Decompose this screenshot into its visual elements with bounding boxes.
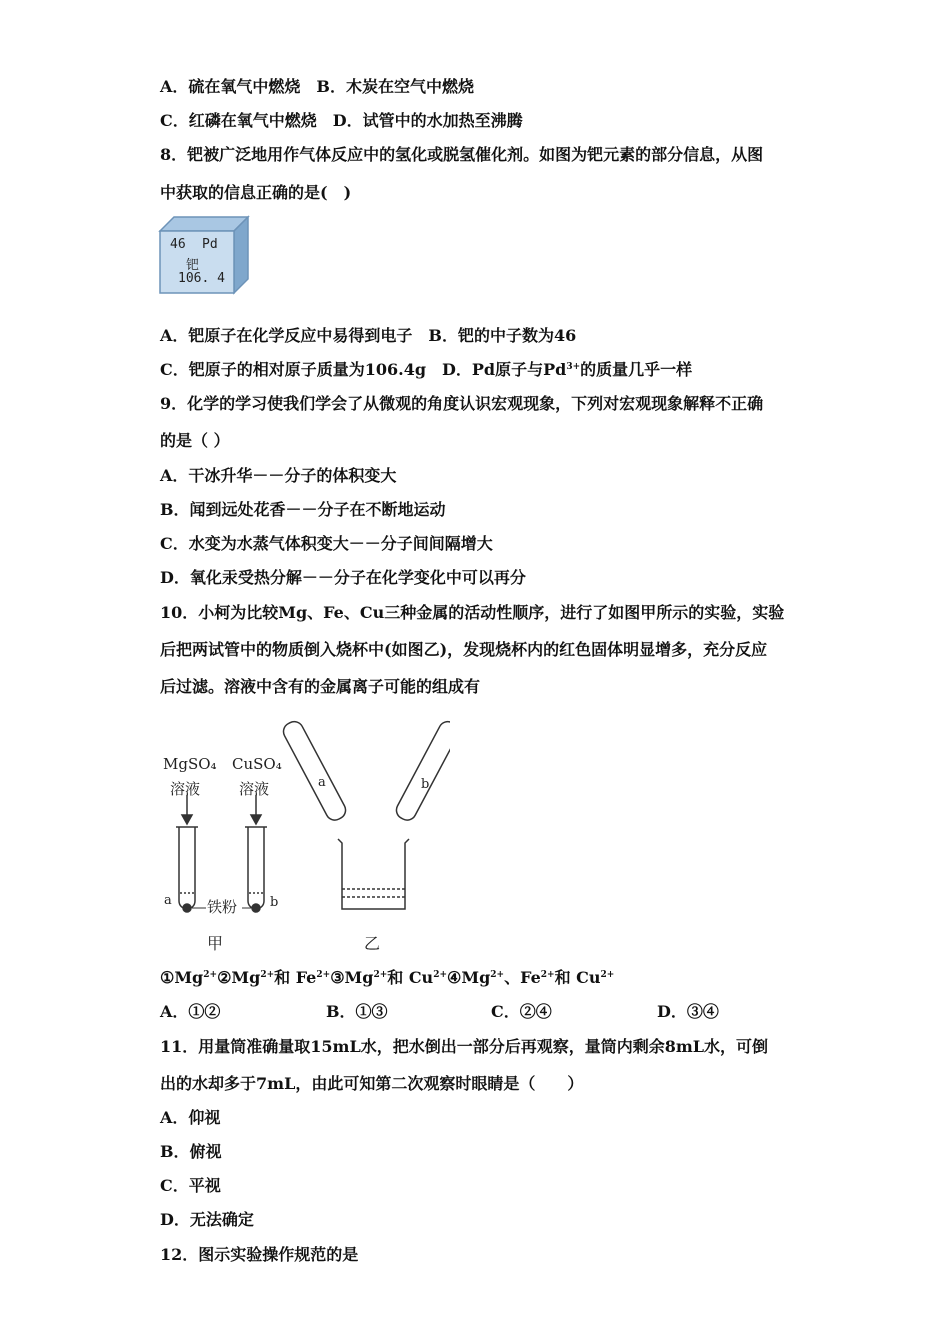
q9-option-d: D．氧化汞受热分解－－分子在化学变化中可以再分	[160, 568, 526, 587]
q11-option-a: A．仰视	[160, 1108, 221, 1127]
tilted-tube-b	[393, 718, 450, 823]
q11-option-d: D．无法确定	[160, 1210, 254, 1229]
label-cuso4: CuSO₄	[232, 755, 282, 773]
q10-option-c: C．②④	[491, 1002, 552, 1021]
q12-stem: 12．图示实验操作规范的是	[160, 1245, 359, 1264]
label-mgso4-solution: 溶液	[170, 780, 201, 798]
experiment-diagram	[150, 705, 450, 955]
arrow-cuso4	[251, 795, 261, 824]
label-iron-powder: 铁粉	[207, 898, 238, 916]
element-name: 钯	[186, 258, 200, 273]
label-tilted-tube-b: b	[421, 777, 430, 792]
element-atomic-mass: 106. 4	[178, 271, 225, 286]
q8-options-line2: C．钯原子的相对原子质量为106.4g D．Pd原子与$Pd^{3+}$的质量几乎一样	[160, 360, 693, 379]
beaker	[338, 839, 409, 909]
q9-option-c: C．水变为水蒸气体积变大－－分子间间隔增大	[160, 534, 493, 553]
arrow-mgso4	[182, 795, 192, 824]
q10-experiment-figure	[150, 705, 450, 959]
q7-options-line2: C．红磷在氧气中燃烧 D．试管中的水加热至沸腾	[160, 111, 523, 130]
tilted-tube-a	[280, 718, 348, 823]
q10-ion-options: $①Mg^{2+}②Mg^{2+}$和 $Fe^{2+}③Mg^{2+}$和 $Cu^{2+}④Mg^{2+}$、$Fe^{2+}$和 $Cu^{2+}$	[160, 968, 615, 987]
label-cuso4-solution: 溶液	[239, 780, 270, 798]
label-figure-jia: 甲	[207, 934, 224, 953]
q10-option-b: B．①③	[326, 1002, 388, 1021]
q10-option-a: A．①②	[160, 1002, 221, 1021]
q10-stem-line3: 后过滤。溶液中含有的金属离子可能的组成有	[160, 677, 481, 696]
q10-stem-line1: 10．小柯为比较Mg、Fe、Cu三种金属的活动性顺序，进行了如图甲所示的实验，实验	[160, 603, 785, 622]
q9-option-b: B．闻到远处花香－－分子在不断地运动	[160, 500, 446, 519]
element-atomic-number: 46	[170, 237, 186, 252]
label-tube-a: a	[164, 893, 172, 908]
test-tube-b	[245, 827, 267, 912]
q10-option-d: D．③④	[657, 1002, 719, 1021]
label-tube-b: b	[270, 895, 279, 910]
label-figure-yi: 乙	[364, 934, 381, 953]
q9-stem-line2: 的是（ ）	[160, 431, 230, 450]
q8-stem-line1: 8．钯被广泛地用作气体反应中的氢化或脱氢催化剂。如图为钯元素的部分信息，从图	[160, 145, 764, 164]
q11-stem-line2: 出的水却多于7mL，由此可知第二次观察时眼睛是（ ）	[160, 1074, 584, 1093]
q9-option-a: A．干冰升华－－分子的体积变大	[160, 466, 397, 485]
q9-stem-line1: 9．化学的学习使我们学会了从微观的角度认识宏观现象，下列对宏观现象解释不正确	[160, 394, 764, 413]
label-tilted-tube-a: a	[318, 775, 326, 790]
q7-options-line1: A．硫在氧气中燃烧 B．木炭在空气中燃烧	[160, 77, 474, 96]
test-tube-a	[176, 827, 198, 912]
label-mgso4: MgSO₄	[163, 755, 217, 773]
q8-stem-line2: 中获取的信息正确的是( )	[160, 183, 352, 202]
q11-option-c: C．平视	[160, 1176, 221, 1195]
q10-stem-line2: 后把两试管中的物质倒入烧杯中(如图乙)，发现烧杯内的红色固体明显增多，充分反应	[160, 640, 768, 659]
q8-options-line1: A．钯原子在化学反应中易得到电子 B．钯的中子数为46	[160, 326, 577, 345]
element-symbol: Pd	[202, 237, 218, 252]
q11-stem-line1: 11．用量筒准确量取15mL水，把水倒出一部分后再观察，量筒内剩余8mL水，可倒	[160, 1037, 769, 1056]
q11-option-b: B．俯视	[160, 1142, 222, 1161]
element-card-palladium	[158, 213, 250, 299]
